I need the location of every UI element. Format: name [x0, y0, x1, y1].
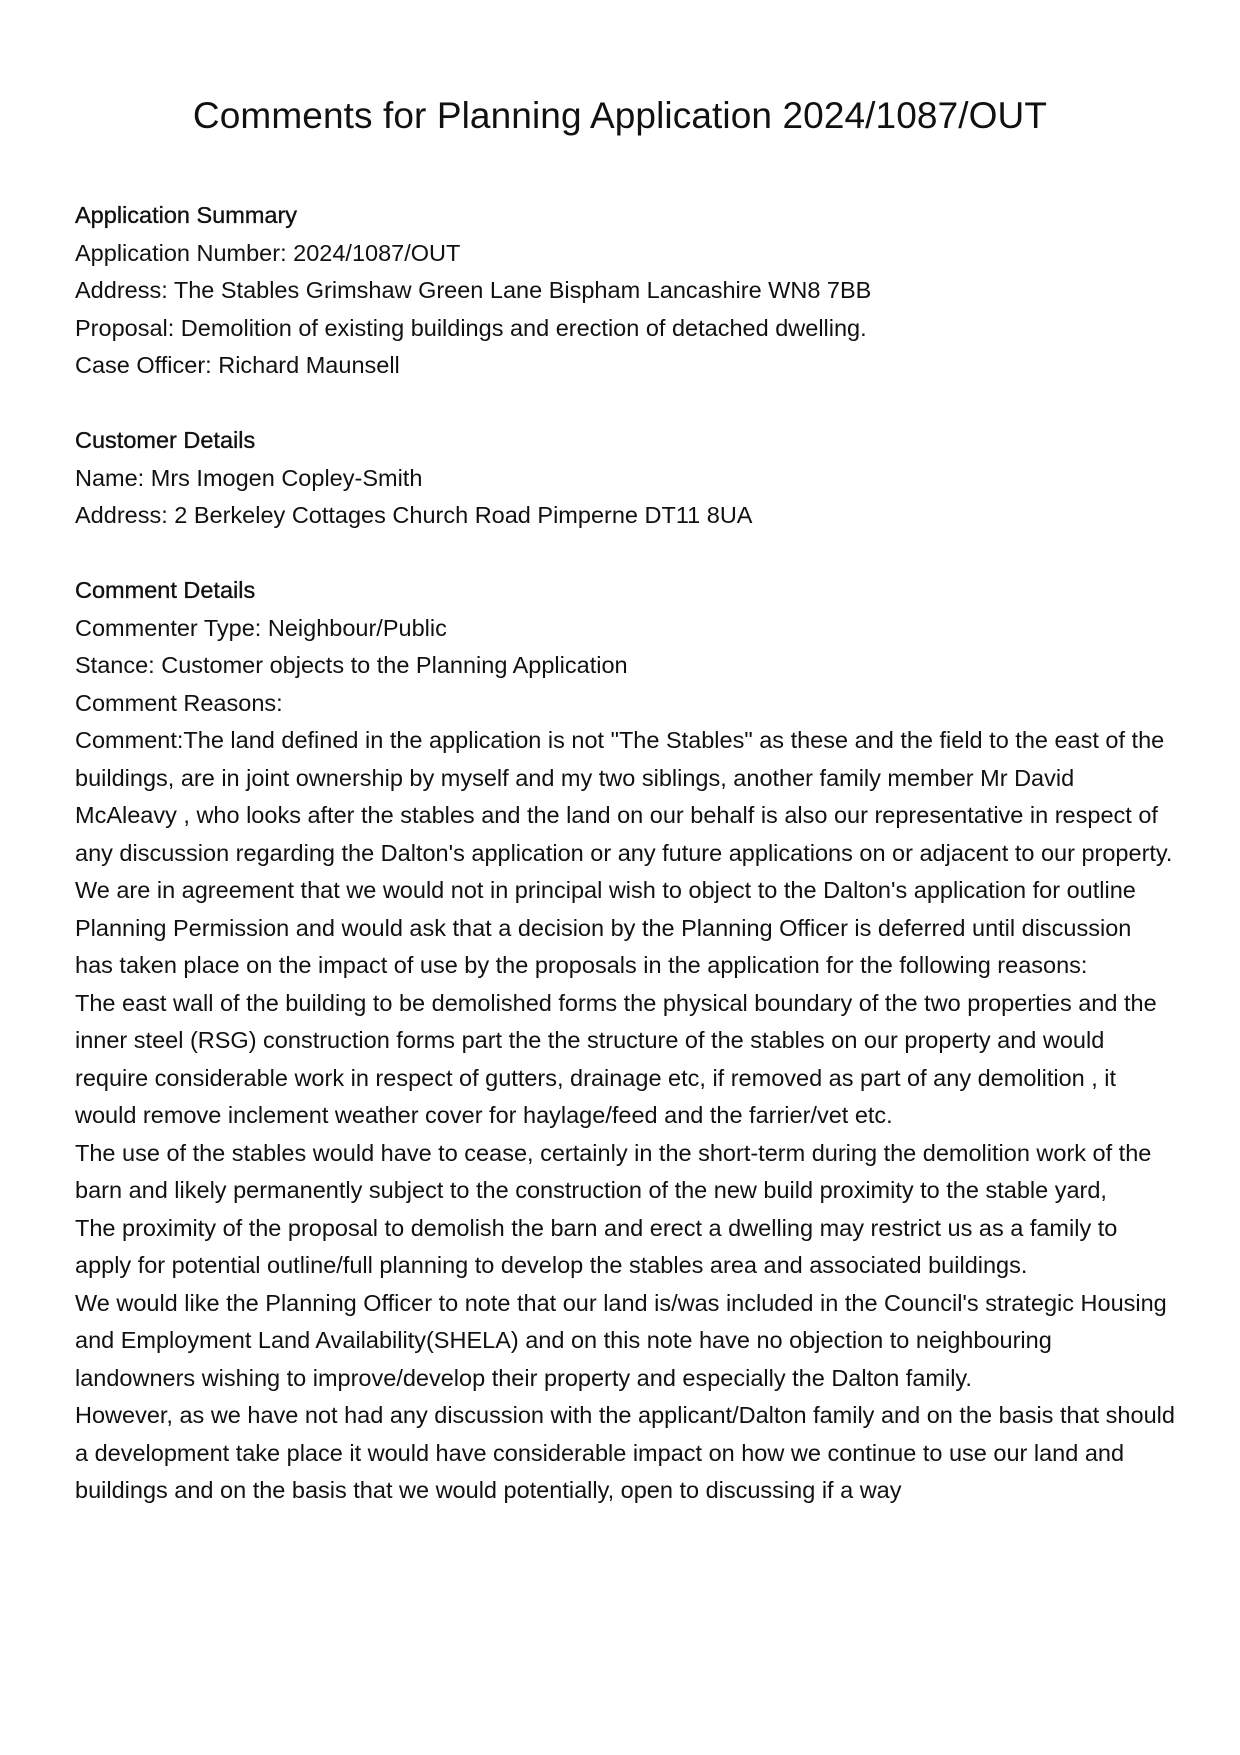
customer-details-section	[75, 422, 1175, 535]
comment-paragraph: Comment:The land defined in the application is not "The Stables" as these and the field to the east of the buildings, are in joint ownership by myself and my two siblings, another family member Mr David McAleavy , who looks after the stables and the land on our behalf is also our representative in respect of any discussion regarding the Dalton's application or any future applications on or adjacent to our property.	[75, 727, 1173, 866]
comment-text	[75, 722, 1175, 1510]
comment-reasons: Comment Reasons:	[75, 689, 283, 716]
page-title: Comments for Planning Application 2024/1087/OUT	[192, 95, 1048, 136]
application-number: Application Number: 2024/1087/OUT	[75, 239, 461, 266]
comment-details-heading: Comment Details	[75, 577, 256, 603]
comment-paragraph: The proximity of the proposal to demolish the barn and erect a dwelling may restrict us as a family to apply for potential outline/full planning to develop the stables area and associated buildings.	[75, 1214, 1118, 1278]
customer-details-heading: Customer Details	[75, 427, 256, 453]
commenter-type: Commenter Type: Neighbour/Public	[75, 614, 447, 641]
comment-paragraph: We would like the Planning Officer to note that our land is/was included in the Council's strategic Housing and Employment Land Availability(SHELA) and on this note have no objection to neighbouring landowners wishing to improve/develop their property and especially the Dalton family.	[75, 1289, 1167, 1391]
comment-paragraph: However, as we have not had any discussion with the applicant/Dalton family and on the basis that should a development take place it would have considerable impact on how we continue to use our land and buildings and on the basis that we would potentially, open to discussing if a way	[75, 1402, 1175, 1503]
application-summary-heading: Application Summary	[75, 202, 298, 228]
comment-paragraph: We are in agreement that we would not in principal wish to object to the Dalton's application for outline Planning Permission and would ask that a decision by the Planning Officer is deferred until discussion has taken place on the impact of use by the proposals in the application for the following reasons:	[75, 877, 1136, 978]
comment-paragraph: The use of the stables would have to cease, certainly in the short-term during the demolition work of the barn and likely permanently subject to the construction of the new build proximity to the stable yard,	[75, 1139, 1152, 1203]
stance: Stance: Customer objects to the Planning Application	[75, 652, 628, 678]
document-body	[75, 197, 1175, 1547]
customer-name: Name: Mrs Imogen Copley-Smith	[75, 464, 423, 491]
application-proposal: Proposal: Demolition of existing buildings and erection of detached dwelling.	[75, 314, 867, 341]
application-address: Address: The Stables Grimshaw Green Lane Bispham Lancashire WN8 7BB	[75, 277, 872, 303]
application-summary-section	[75, 197, 1175, 385]
comment-paragraph: The east wall of the building to be demolished forms the physical boundary of the two properties and the inner steel (RSG) construction forms part the the structure of the stables on our property and would require considerable work in respect of gutters, drainage etc, if removed as part of any demolition , it would remove inclement weather cover for haylage/feed and the farrier/vet etc.	[75, 989, 1157, 1128]
customer-address: Address: 2 Berkeley Cottages Church Road Pimperne DT11 8UA	[75, 502, 753, 528]
case-officer: Case Officer: Richard Maunsell	[75, 352, 400, 378]
comment-details-section	[75, 572, 1175, 1510]
